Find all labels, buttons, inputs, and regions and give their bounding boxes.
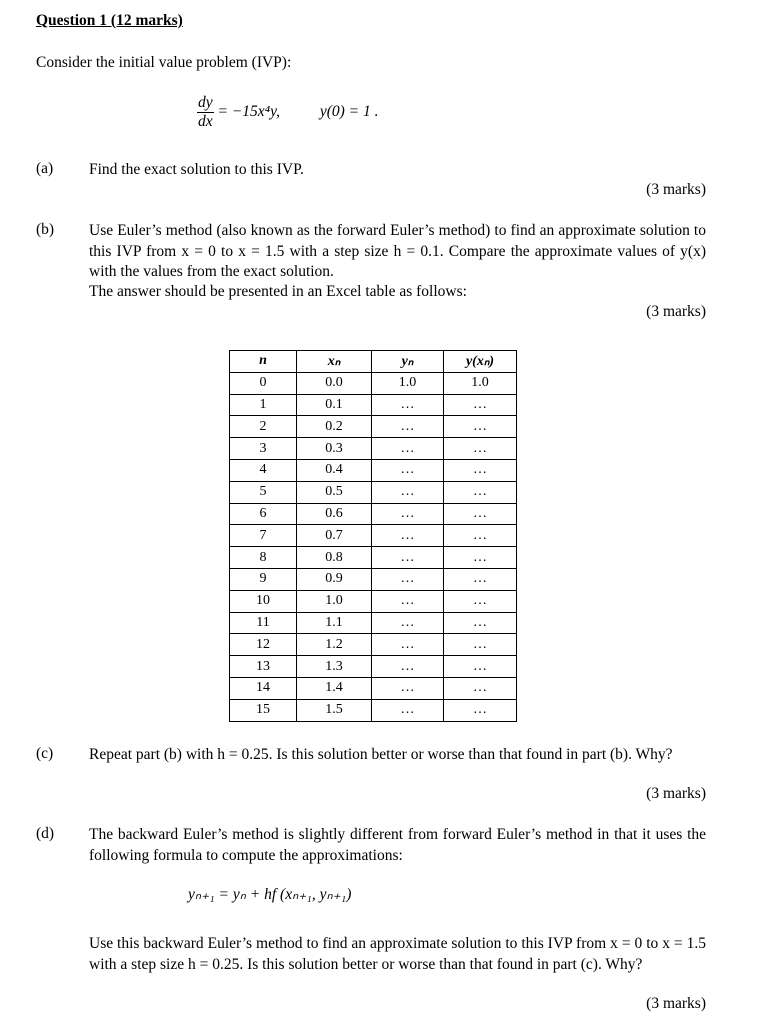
- table-row: [230, 699, 517, 721]
- table-cell: 4: [230, 459, 297, 481]
- table-cell: 1.4: [297, 677, 372, 699]
- table-cell: …: [372, 634, 444, 656]
- table-cell: 1.3: [297, 656, 372, 678]
- initial-condition: y(0) = 1 .: [319, 103, 379, 121]
- column-header: y(xₙ): [444, 351, 517, 373]
- table-cell: …: [444, 634, 517, 656]
- table-row: [230, 503, 517, 525]
- table-cell: 0.0: [297, 372, 372, 394]
- table-cell: 12: [230, 634, 297, 656]
- part-c-marks: (3 marks): [646, 785, 706, 802]
- table-cell: 0.9: [297, 568, 372, 590]
- part-a-marks: (3 marks): [646, 181, 706, 198]
- table-cell: …: [372, 677, 444, 699]
- table-cell: 1.1: [297, 612, 372, 634]
- table-cell: …: [372, 699, 444, 721]
- part-a-text: Find the exact solution to this IVP.: [89, 161, 304, 178]
- table-cell: 1.5: [297, 699, 372, 721]
- table-cell: 2: [230, 416, 297, 438]
- table-cell: 10: [230, 590, 297, 612]
- table-row: [230, 525, 517, 547]
- derivative-fraction: [197, 94, 214, 131]
- table-cell: 8: [230, 547, 297, 569]
- part-b-text: Use Euler’s method (also known as the forward Euler’s method) to find an approximate solution to this IVP from x = 0 to x = 1.5 with a step size h = 0.1. Compare the approximate values of y(x) with the values from the exact solution.: [89, 222, 706, 280]
- table-cell: 0: [230, 372, 297, 394]
- table-row: [230, 590, 517, 612]
- table-row: [230, 568, 517, 590]
- table-cell: 5: [230, 481, 297, 503]
- table-cell: …: [444, 547, 517, 569]
- table-row: [230, 634, 517, 656]
- table-row: [230, 438, 517, 460]
- table-cell: …: [372, 394, 444, 416]
- table-cell: 1.0: [297, 590, 372, 612]
- fraction-denominator: dx: [198, 113, 213, 130]
- table-cell: …: [444, 590, 517, 612]
- table-cell: …: [444, 612, 517, 634]
- part-c-text: Repeat part (b) with h = 0.25. Is this solution better or worse than that found in part (b). Why?: [89, 746, 673, 763]
- part-a-label: (a): [36, 160, 54, 177]
- table-cell: …: [372, 438, 444, 460]
- table-cell: 1.0: [372, 372, 444, 394]
- part-d-marks: (3 marks): [646, 995, 706, 1012]
- table-row: [230, 394, 517, 416]
- table-cell: …: [444, 416, 517, 438]
- table-row: [230, 656, 517, 678]
- column-header: n: [230, 351, 297, 373]
- euler-table: [229, 350, 517, 722]
- table-cell: …: [444, 568, 517, 590]
- table-cell: …: [444, 438, 517, 460]
- fraction-numerator: dy: [198, 94, 213, 111]
- ivp-equation: [197, 94, 379, 131]
- table-row: [230, 612, 517, 634]
- table-cell: …: [372, 612, 444, 634]
- table-row: [230, 416, 517, 438]
- table-cell: 0.4: [297, 459, 372, 481]
- table-row: [230, 372, 517, 394]
- part-b-text2: The answer should be presented in an Excel table as follows:: [89, 283, 467, 300]
- table-cell: …: [372, 525, 444, 547]
- table-cell: …: [444, 481, 517, 503]
- table-cell: 15: [230, 699, 297, 721]
- table-cell: 0.2: [297, 416, 372, 438]
- table-cell: …: [372, 547, 444, 569]
- table-row: [230, 677, 517, 699]
- table-cell: 13: [230, 656, 297, 678]
- table-cell: …: [372, 503, 444, 525]
- table-cell: …: [444, 394, 517, 416]
- table-cell: 0.8: [297, 547, 372, 569]
- table-cell: …: [372, 459, 444, 481]
- table-cell: 7: [230, 525, 297, 547]
- backward-euler-formula: yₙ₊₁ = yₙ + hf (xₙ₊₁, yₙ₊₁): [188, 886, 352, 903]
- table-cell: …: [444, 503, 517, 525]
- table-cell: 1.0: [444, 372, 517, 394]
- table-cell: 6: [230, 503, 297, 525]
- part-d-text2: Use this backward Euler’s method to find an approximate solution to this IVP from x = 0 to x = 1.5 with a step size h = 0.25. Is this solution better or worse than that found in part (c). Why?: [89, 935, 706, 973]
- table-cell: 0.3: [297, 438, 372, 460]
- table-row: [230, 459, 517, 481]
- table-cell: …: [372, 481, 444, 503]
- table-cell: 0.1: [297, 394, 372, 416]
- table-row: [230, 547, 517, 569]
- table-cell: 14: [230, 677, 297, 699]
- table-cell: …: [444, 677, 517, 699]
- table-cell: …: [444, 525, 517, 547]
- table-row: [230, 481, 517, 503]
- table-cell: …: [372, 416, 444, 438]
- table-cell: 9: [230, 568, 297, 590]
- part-b-marks: (3 marks): [646, 303, 706, 320]
- table-cell: …: [444, 656, 517, 678]
- part-b-label: (b): [36, 221, 55, 238]
- table-cell: …: [372, 568, 444, 590]
- table-cell: …: [372, 590, 444, 612]
- part-d-text: The backward Euler’s method is slightly different from forward Euler’s method in that it uses the following formula to compute the approximations:: [89, 826, 706, 864]
- table-cell: 1: [230, 394, 297, 416]
- table-cell: 11: [230, 612, 297, 634]
- table-cell: 3: [230, 438, 297, 460]
- column-header: xₙ: [297, 351, 372, 373]
- intro-text: Consider the initial value problem (IVP):: [36, 54, 292, 71]
- column-header: yₙ: [372, 351, 444, 373]
- table-cell: …: [444, 459, 517, 481]
- table-cell: …: [444, 699, 517, 721]
- table-cell: 0.7: [297, 525, 372, 547]
- table-cell: 0.6: [297, 503, 372, 525]
- question-title: Question 1 (12 marks): [36, 12, 183, 29]
- ivp-rhs: = −15x⁴y,: [217, 103, 280, 121]
- part-d-label: (d): [36, 825, 55, 842]
- part-c-label: (c): [36, 745, 54, 762]
- table-cell: …: [372, 656, 444, 678]
- table-cell: 0.5: [297, 481, 372, 503]
- table-cell: 1.2: [297, 634, 372, 656]
